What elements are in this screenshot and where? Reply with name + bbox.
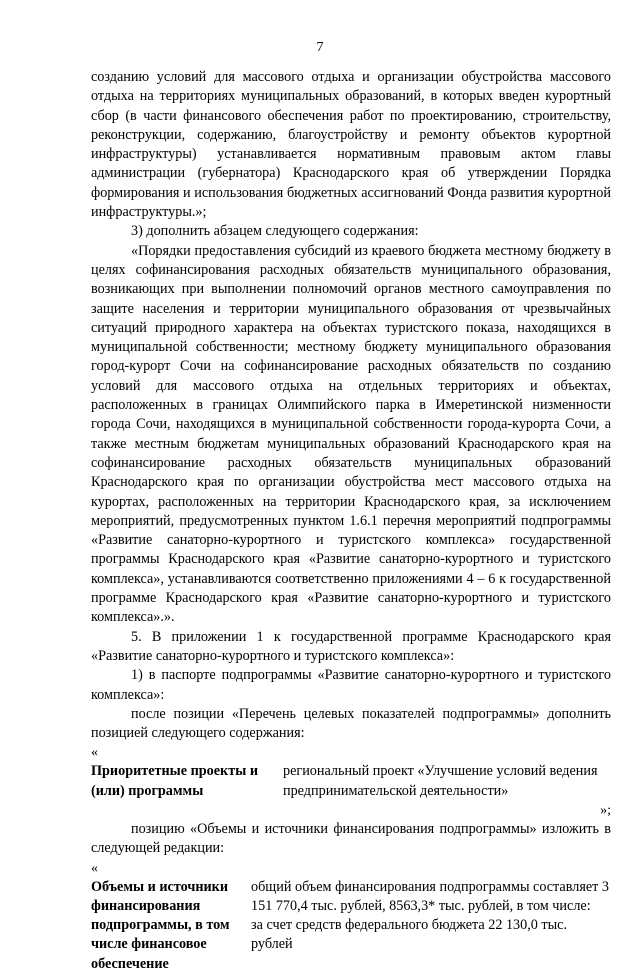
paragraph-item-5: 5. В приложении 1 к государственной программе Краснодарского края «Развитие санаторно-курортного и туристского комплекса»:	[91, 628, 611, 664]
paragraph-after-position: после позиции «Перечень целевых показателей подпрограммы» дополнить позицией следующего содержания:	[91, 705, 611, 742]
passport-label-priority-projects: Приоритетные проекты и (или) программы	[91, 763, 258, 799]
paragraph-subsidy-rules: «Порядки предоставления субсидий из краевого бюджета местному бюджету в целях софинансирования расходных обязательств муниципального образования, возникающих при выполнении полномочий органов местного самоуправления по защите населения и территории муниципального образования от чрезвычайных ситуаций природного характера на объектах туристского показа, находящихся в муниципальной собственности; местному бюджету муниципального образования город-курорт Сочи на софинансирование расходных обязательств по созданию условий для массового отдыха на отдельных территориях и объектах, расположенных в границах Олимпийского парка в Имеретинской низменности города Сочи, находящихся в муниципальной собственности города-курорта Сочи, а также местным бюджетам муниципальных образований Краснодарского края на софинансирование расходных обязательств муниципальных образований Краснодарского края по организации обустройства мест массового отдыха на курортах, расположенных на территории Краснодарского края, за исключением мероприятий, предусмотренных пунктом 1.6.1 перечня мероприятий подпрограммы «Развитие санаторно-курортного и туристского комплекса» государственной программы Краснодарского края «Развитие санаторно-курортного и туристского комплекса», устанавливаются соответственно приложениями 4 – 6 к государственной программе Краснодарского края «Развитие санаторно-курортного и туристского комплекса».».	[91, 242, 611, 626]
open-quote-2: «	[91, 860, 98, 876]
document-body	[91, 68, 611, 974]
close-quote-1: »;	[600, 802, 611, 818]
passport-row-priority-projects	[91, 762, 611, 801]
paragraph-passport: 1) в паспорте подпрограммы «Развитие санаторно-курортного и туристского комплекса»:	[91, 667, 611, 703]
passport-value-priority-projects: региональный проект «Улучшение условий ведения предпринимательской деятельности»	[283, 763, 598, 799]
funding-total-text: общий объем финансирования подпрограммы составляет 3 151 770,4 тыс. рублей, 8563,3* тыс. рублей, в том числе:	[251, 878, 609, 914]
passport-value-funding	[251, 878, 611, 974]
open-quote-1: «	[91, 745, 98, 761]
passport-row-funding	[91, 878, 611, 974]
paragraph-item-3: 3) дополнить абзацем следующего содержания:	[131, 223, 419, 240]
funding-federal-text: за счет средств федерального бюджета 22 130,0 тыс. рублей	[251, 917, 568, 953]
passport-label-funding: Объемы и источники финансирования подпрограммы, в том числе финансовое обеспечение	[91, 878, 230, 972]
paragraph-fund-rules: созданию условий для массового отдыха и организации обустройства массового отдыха на территориях муниципальных образований, в которых введен курортный сбор (в части финансового обеспечения работ по проектированию, строительству, реконструкции, содержанию, благоустройству и ремонту объектов курортной инфраструктуры) устанавливается нормативным правовым актом главы администрации (губернатора) Краснодарского края об утверждении Порядка формирования и использования бюджетных ассигнований Фонда развития курортной инфраструктуры.»;	[91, 69, 611, 221]
paragraph-funding-position: позицию «Объемы и источники финансирования подпрограммы» изложить в следующей редакции:	[91, 820, 611, 857]
page-number: 7	[316, 40, 324, 55]
